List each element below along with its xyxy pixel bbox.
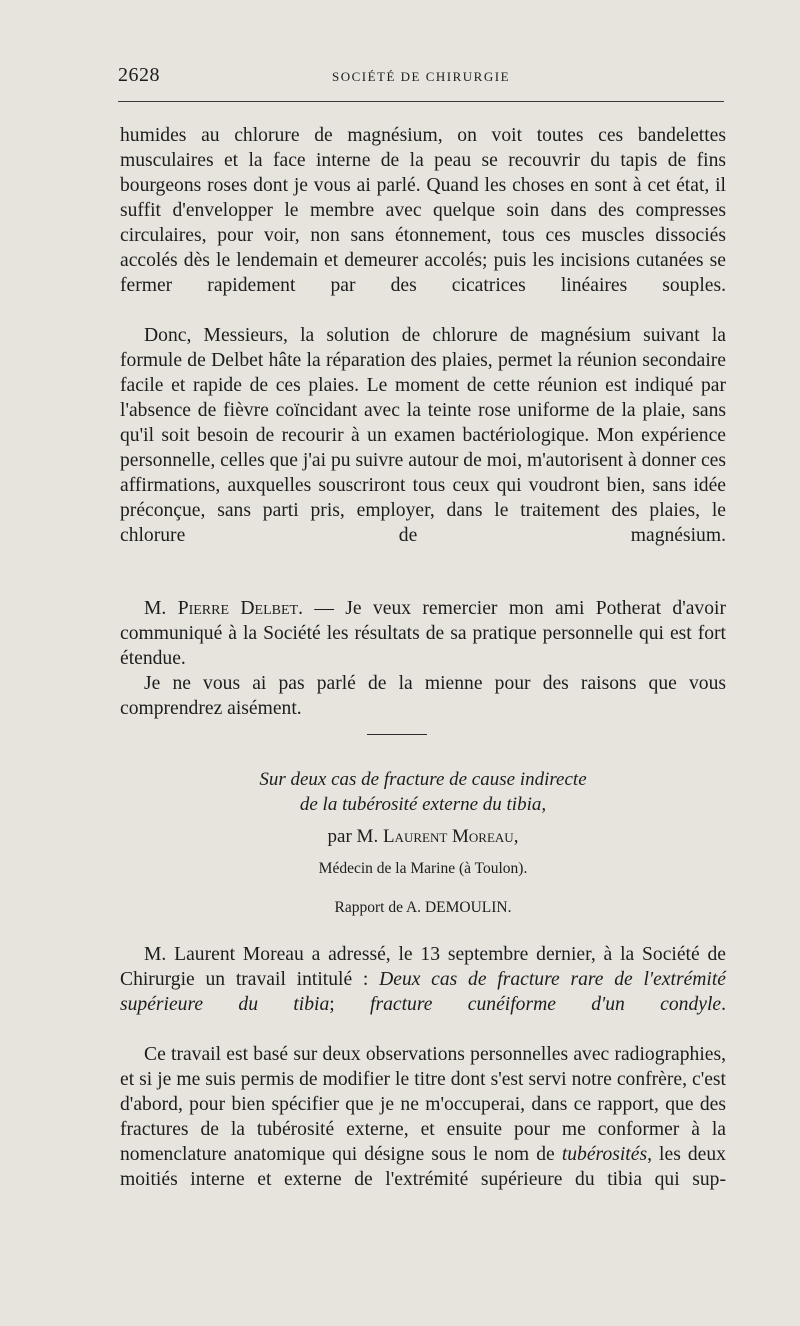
page-number: 2628 xyxy=(118,64,160,86)
rapport-line xyxy=(120,899,726,917)
page-header xyxy=(118,64,724,92)
intro-end: . xyxy=(721,994,726,1015)
section-separator xyxy=(367,734,427,735)
reply-text: — Je veux remercier mon ami Potherat d'avoir communiqué à la Société les résultats de sa pratique personnelle qui est fort étendue. xyxy=(120,598,726,669)
term-tuberosites: tubérosités xyxy=(561,1144,648,1165)
basis-text-a: Ce travail est basé sur deux observations personnelles avec radiographies, et si je me suis permis de modifier le titre dont s'est servi notre confrère, c'est d'abord, pour bien spécifier que je ne m'occuperai, dans ce rapport, que des fractures de la tubérosité externe, et ensuite pour me conformer à la nomenclature anatomique qui désigne sous le nom de xyxy=(120,1044,726,1165)
intro-text: M. Laurent Moreau a adressé, le 13 septembre dernier, à la Société de Chirurgie un travail intitulé : xyxy=(120,944,726,990)
running-head: SOCIÉTÉ DE CHIRURGIE xyxy=(331,69,511,84)
author-name: Laurent Moreau, xyxy=(382,826,519,847)
article-title-line-1: Sur deux cas de fracture de cause indirecte xyxy=(259,769,587,790)
speaker-title: M. xyxy=(144,598,178,619)
article-byline xyxy=(120,826,726,848)
paragraph-basis xyxy=(120,1042,726,1192)
paragraph-continuation: humides au chlorure de magnésium, on voit toutes ces bandelettes musculaires et la face interne de la peau se recouvrir du tapis de fins bourgeons roses dont je vous ai parlé. Quand les choses en sont à cet état, il suffit d'envelopper le membre avec quelque soin dans des compresses circulaires, pour voir, non sans étonnement, tous ces muscles dissociés accolés dès le lendemain et demeurer accolés; puis les incisions cutanées se fermer rapidement par des cicatrices linéaires souples. xyxy=(120,125,726,296)
article-title-line-2: de la tubérosité externe du tibia, xyxy=(299,794,547,815)
paragraph-conclusion: Donc, Messieurs, la solution de chlorure de magnésium suivant la formule de Delbet hâte la réparation des plaies, permet la réunion secondaire facile et rapide de ces plaies. Le moment de cette réunion est indiqué par l'absence de fièvre coïncidant avec la teinte rose uniforme de la plaie, sans qu'il soit besoin de recourir à un examen bactériologique. Mon expérience personnelle, celles que j'ai pu suivre autour de moi, m'autorisent à donner ces affirmations, auxquelles souscriront tous ceux qui voudront bien, sans idée préconçue, sans parti pris, employer, dans le traitement des plaies, le chlorure de magnésium. xyxy=(120,325,726,546)
byline-prefix: par M. xyxy=(327,826,383,847)
work-title-part-1: Deux cas de fracture rare de l'extrémité supérieure du tibia xyxy=(120,969,726,1015)
paragraph-delbet-reply xyxy=(120,596,726,671)
rapport-prefix: Rapport de A. xyxy=(334,899,425,916)
title-separator: ; xyxy=(329,994,371,1015)
work-title-part-2: fracture cunéiforme d'un condyle xyxy=(370,994,722,1015)
paragraph-delbet-closing: Je ne vous ai pas parlé de la mienne pour des raisons que vous comprendrez aisément. xyxy=(120,673,726,719)
rapporteur-name: DEMOULIN. xyxy=(424,899,512,916)
paragraph-introduction xyxy=(120,942,726,1017)
basis-text-b: , les deux moitiés interne et externe de l'extrémité supérieure du tibia qui sup- xyxy=(120,1144,726,1190)
speaker-name: Pierre Delbet. xyxy=(177,598,303,619)
author-affiliation: Médecin de la Marine (à Toulon). xyxy=(318,860,528,877)
header-rule xyxy=(118,101,724,102)
